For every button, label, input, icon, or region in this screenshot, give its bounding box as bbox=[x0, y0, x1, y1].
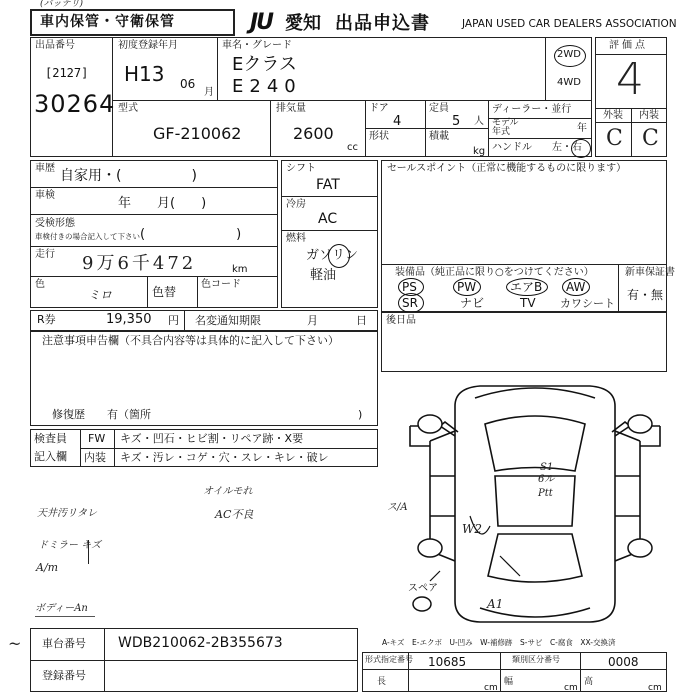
form-title: 出品申込書 bbox=[335, 13, 430, 34]
oil-leak-note: オイルモれ bbox=[203, 486, 253, 497]
length-label: 長 bbox=[377, 677, 387, 687]
equipment-label: 装備品（純正品に限り○をつけてください） bbox=[395, 267, 594, 278]
fuel-label: 燃料 bbox=[286, 233, 306, 244]
am-note: A/m bbox=[36, 561, 59, 574]
logo-city: 愛知 bbox=[285, 13, 321, 34]
displacement-value: 2600 bbox=[293, 124, 334, 143]
sales-point-label: セールスポイント（正常に機能するものに限ります） bbox=[387, 163, 627, 174]
drive-2wd: 2WD bbox=[557, 49, 581, 60]
ac-value: AC bbox=[318, 211, 338, 227]
warranty-value: 有・無 bbox=[627, 288, 664, 302]
receipt-value: ( ) bbox=[140, 227, 242, 242]
lot-number: 30264 bbox=[34, 90, 116, 118]
notes-label: 注意事項申告欄（不具合内容等は具体的に記入して下さい） bbox=[42, 334, 339, 347]
panel-note-s1: S1 bbox=[540, 462, 554, 473]
interior-items: キズ・汚レ・コゲ・穴・スレ・キレ・破レ bbox=[120, 451, 329, 464]
equip-airbag-circle bbox=[506, 278, 548, 296]
class-value: 0008 bbox=[608, 655, 639, 669]
mileage-unit: km bbox=[232, 264, 248, 275]
equip-pw-circle bbox=[453, 278, 481, 296]
shape-label: 形状 bbox=[369, 131, 389, 142]
fuel-diesel: 軽油 bbox=[310, 268, 337, 283]
fw-label: FW bbox=[88, 432, 106, 445]
inspection-label: 車検 bbox=[35, 190, 55, 201]
warranty-label: 新車保証書 bbox=[625, 267, 675, 278]
postday-label: 後日品 bbox=[386, 315, 416, 326]
shift-value: FAT bbox=[316, 177, 340, 193]
mileage-value: 9万6千472 bbox=[82, 253, 197, 274]
model-year-label-2: 年式 bbox=[492, 127, 511, 137]
spec-label: 形式指定番号 bbox=[365, 655, 413, 664]
fuel-gas-circle bbox=[328, 244, 350, 268]
exterior-grade: C bbox=[606, 126, 623, 151]
panel-note-6: 6ル bbox=[538, 474, 555, 485]
ac-label: 冷房 bbox=[286, 199, 306, 210]
model-value: GF-210062 bbox=[153, 124, 242, 143]
recycle-unit: 円 bbox=[168, 314, 179, 327]
spec-value: 10685 bbox=[428, 655, 467, 669]
rename-month-unit: 月 bbox=[307, 314, 318, 327]
receipt-label: 受検形態 bbox=[35, 218, 75, 229]
capacity-value: 5 bbox=[452, 114, 461, 129]
car-diagram bbox=[400, 376, 670, 626]
drive-4wd: 4WD bbox=[557, 77, 581, 88]
vehicle-name-label: 車名・グレード bbox=[222, 40, 292, 51]
vehicle-grade: E240 bbox=[232, 76, 302, 97]
history-label: 車歴 bbox=[35, 163, 55, 174]
color-code-label: 色コード bbox=[201, 279, 241, 290]
handle-label: ハンドル bbox=[492, 142, 532, 153]
postday-box bbox=[381, 312, 667, 372]
load-unit: kg bbox=[473, 146, 486, 157]
lot-sub-number: [2127] bbox=[45, 66, 89, 80]
bumper-note: ボディーAn bbox=[35, 603, 88, 614]
fw-items: キズ・凹石・ヒビ割・リペア跡・X要 bbox=[120, 432, 304, 445]
rename-deadline-label: 名変通知期限 bbox=[195, 314, 261, 327]
headliner-note: 天井汚リタレ bbox=[37, 508, 97, 519]
rating-score: 4 bbox=[616, 54, 644, 105]
repair-history-end: ) bbox=[358, 408, 363, 421]
ju-logo: JU bbox=[250, 10, 273, 35]
equip-airbag: エアB bbox=[510, 280, 543, 294]
margin-scribble: (バッテリ) bbox=[40, 0, 84, 9]
rating-label: 評価点 bbox=[609, 40, 648, 51]
height-label: 高 bbox=[584, 677, 594, 687]
color-repaint-label: 色替 bbox=[152, 285, 177, 299]
spare-label: スペア bbox=[408, 583, 438, 594]
model-year-label-1: モデル bbox=[492, 118, 519, 128]
displacement-label: 排気量 bbox=[276, 103, 306, 114]
equip-tv: TV bbox=[520, 296, 536, 310]
color-value: ミロ bbox=[88, 288, 113, 302]
interior-row-label: 内装 bbox=[84, 451, 106, 464]
capacity-label: 定員 bbox=[429, 103, 449, 114]
panel-note-ptt: Ptt bbox=[538, 488, 553, 499]
equip-navi: ナビ bbox=[460, 296, 485, 310]
doors-label: ドア bbox=[369, 103, 389, 114]
model-label: 型式 bbox=[118, 103, 138, 114]
equip-aw: AW bbox=[566, 280, 586, 294]
recycle-amount: 19,350 bbox=[106, 312, 152, 327]
plate-label: 登録番号 bbox=[42, 669, 86, 682]
equip-aw-circle bbox=[562, 278, 590, 296]
history-value: 自家用・( ) bbox=[60, 168, 197, 184]
margin-tick: ~ bbox=[8, 634, 22, 653]
height-unit: cm bbox=[648, 683, 662, 693]
width-unit: cm bbox=[564, 683, 578, 693]
panel-note-w2: W2 bbox=[462, 522, 482, 536]
inspection-value: 年 月( ) bbox=[118, 196, 207, 211]
registration-month-unit: 月 bbox=[204, 87, 214, 98]
handle-options: 左・右 bbox=[552, 142, 582, 153]
equip-sr: SR bbox=[402, 296, 418, 310]
shift-label: シフト bbox=[286, 163, 316, 174]
interior-label: 内装 bbox=[639, 110, 659, 121]
rename-day-unit: 日 bbox=[356, 314, 367, 327]
dealer-label: ディーラー・並行 bbox=[492, 104, 572, 115]
association-name: JAPAN USED CAR DEALERS ASSOCIATION bbox=[462, 18, 677, 30]
width-label: 幅 bbox=[504, 677, 514, 687]
repair-history-label: 修復歴 有（箇所 bbox=[52, 408, 151, 421]
doors-value: 4 bbox=[393, 114, 402, 129]
equip-pw: PW bbox=[457, 280, 477, 294]
equip-sr-circle bbox=[398, 293, 424, 313]
mileage-label: 走行 bbox=[35, 249, 55, 260]
year-unit: 年 bbox=[577, 123, 587, 134]
registration-label: 初度登録年月 bbox=[118, 40, 178, 51]
capacity-unit: 人 bbox=[474, 116, 484, 127]
storage-note: 車内保管・守衛保管 bbox=[40, 14, 175, 30]
lot-label: 出品番号 bbox=[35, 40, 75, 51]
chassis-label: 車台番号 bbox=[42, 637, 86, 650]
equip-ps: PS bbox=[402, 280, 417, 294]
class-label: 類別区分番号 bbox=[512, 655, 560, 664]
registration-year: H13 bbox=[124, 62, 165, 86]
vehicle-name: Eクラス bbox=[232, 54, 297, 75]
displacement-unit: cc bbox=[347, 142, 358, 153]
damage-legend: A-キズ E-エクボ U-凹み W-補修跡 S-サビ C-腐食 XX-交換済 bbox=[382, 638, 616, 647]
inspector-label-2: 記入欄 bbox=[34, 450, 67, 463]
load-label: 積載 bbox=[429, 131, 449, 142]
exterior-label: 外装 bbox=[603, 110, 623, 121]
equip-leather: カワシート bbox=[560, 297, 615, 310]
receipt-note: 車検付きの場合記入して下さい bbox=[35, 232, 140, 241]
registration-month: 06 bbox=[180, 77, 196, 91]
length-unit: cm bbox=[484, 683, 498, 693]
panel-note-a1: A1 bbox=[487, 597, 504, 611]
inspector-label-1: 検査員 bbox=[34, 432, 67, 445]
panel-note-sua: ス/A bbox=[387, 502, 408, 513]
sales-point-box bbox=[381, 160, 667, 265]
ac-fault-note: AC不良 bbox=[215, 508, 254, 521]
fuel-gas: ガソリン bbox=[306, 248, 359, 263]
mirror-note: ドミラー キズ bbox=[38, 540, 101, 551]
handle-right-circle bbox=[571, 139, 591, 158]
recycle-label: R券 bbox=[37, 313, 56, 326]
color-label: 色 bbox=[35, 279, 45, 290]
chassis-number: WDB210062-2B355673 bbox=[118, 635, 283, 651]
interior-grade: C bbox=[642, 126, 659, 151]
